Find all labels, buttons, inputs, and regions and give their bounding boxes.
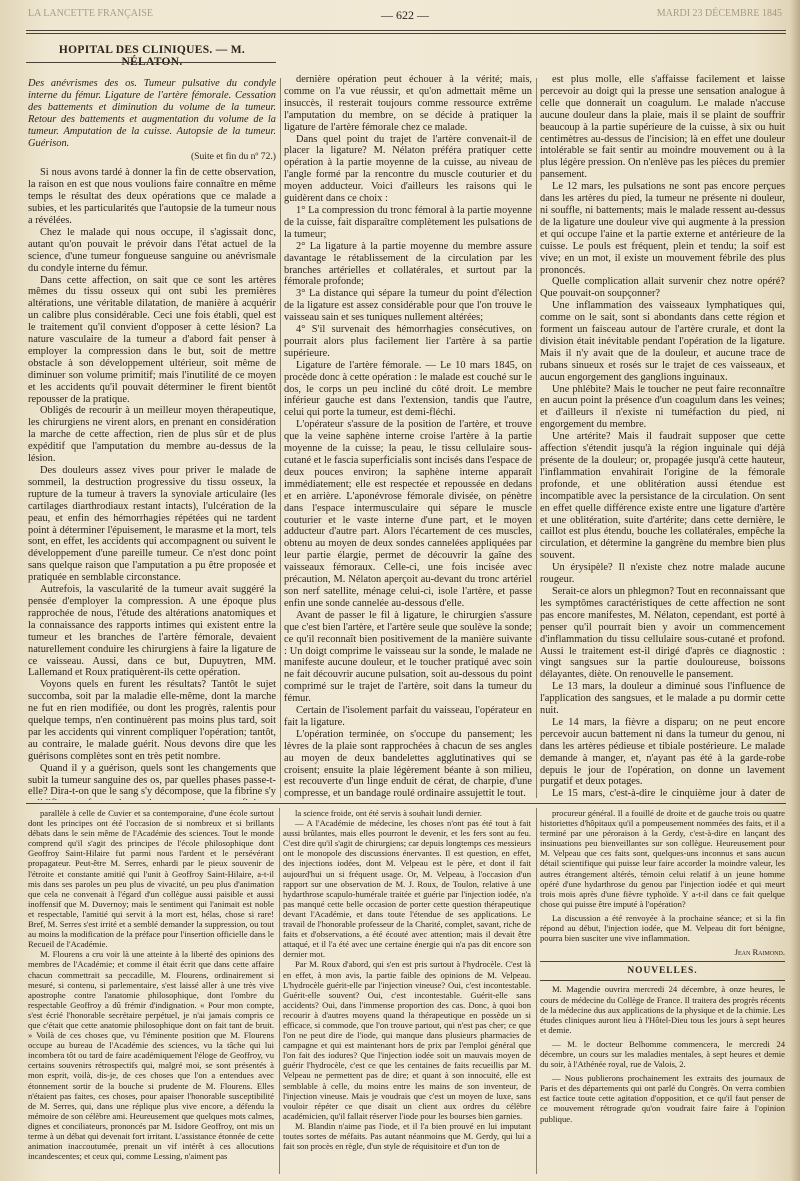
paragraph: Le 15 mars, c'est-à-dire le cinquième jour à dater de [552, 788, 785, 800]
news-item: — Nous publierons prochainement les extraits des journaux de Paris et des départements qui ont parlé du Congrès. On verra combien est factice toute cette agitation d'opposition, et ce qu'il faut penser de ce mouvement rétrograde qu'on voudrait faire faire à l'opinion publique. [540, 1073, 785, 1124]
news-rule [540, 980, 785, 981]
column-separator [280, 78, 281, 798]
column-separator [536, 78, 537, 798]
paragraph: 4° S'il survenait des hémorrhagies consécutives, on pourrait alors plus facilement lier l'artère à sa partie supérieure. [284, 324, 532, 359]
continuation-note: (Suite et fin du nº 72.) [190, 151, 276, 163]
news-item: M. Magendie ouvrira mercredi 24 décembre, à onze heures, le cours de médecine du Collège de France. Il traitera des progrès récents de la médecine dus aux applications de la physique et de la chimie. Les études cliniques auront lieu à l'Hôtel-Dieu tous les jours à sept heures et demie. [540, 984, 785, 1035]
column-separator [279, 808, 280, 1174]
running-head [28, 6, 782, 28]
running-head-right: MARDI 23 DÉCEMBRE 1845 [656, 8, 782, 19]
paragraph: Dans quel point du trajet de l'artère convenait-il de placer la ligature? M. Nélaton préféra pratiquer cette opération à la partie moyenne de la cuisse, au niveau de l'angle formé par la rencontre du muscle couturier et du moyen adducteur. Voici d'ailleurs les raisons qui le guidèrent dans ce choix : [284, 133, 532, 205]
paragraph: parallèle à celle de Cuvier et sa contemporaine, d'une école surtout dont les principes ont été l'occasion de si nombreux et si brillants débats dans le sein même de l'Académie des sciences. Tout le monde comprend qu'il s'agit des principes de l'école philosophique dont Geoffroy Saint-Hilaire fut parmi nous l'ardent et le persévérant propagateur. Peut-être M. Serres, enhardi par le pieux souvenir de l'étroite et constante amitié qui l'unit à Geoffroy Saint-Hilaire, a-t-il mis dans ses paroles un peu plus de vivacité, un peu plus d'animation que cela ne convenait à l'égard d'un collègue aussi paisible et aussi inoffensif que M. Duvernoy; mais le sentiment qui l'animait est noble et respectable, l'amitié qui servit à la mort est, hélas, chose si rare! Bref, M. Serres s'est irrité et a semblé demander la suppression, ou tout au moins la modification de la préface pour l'insertion officielle dans le Recueil de l'Académie. [28, 808, 274, 950]
paragraph: — A l'Académie de médecine, les choses n'ont pas été tout à fait aussi brûlantes, mais elles pourront le devenir, et les fers sont au feu. C'est dire qu'il s'agit de chirurgiens; car depuis longtemps ces messieurs ont le monopole des discussions énervantes. Il est question, en effet, des injections iodées, dont M. Velpeau est le père, et dont il fait aujourd'hui un si fréquent usage. Or, M. Velpeau, à l'occasion d'un rapport sur une observation de M. J. Roux, de Toulon, relative à une hydarthrose scapulo-humérale traitée et guérie par l'injection iodée, n'a pas manqué cette belle occasion de porter cette question thérapeutique devant l'Académie, et dans toute l'étendue de ses applications. Le travail de l'honorable professeur de la Charité, complet, savant, riche de faits et d'observations, a été écouté avec attention; mais il devait être attaqué, et il l'a été avec une certaine énergie qui n'a pas dit encore son dernier mot. [283, 818, 531, 960]
paragraph: Dans cette affection, on sait que ce sont les artères mêmes du tissu osseux qui ont subi les premières altérations, une véritable dilatation, de manière à acquérir un calibre plus considérable. Ceci une fois établi, quel est le traitement qu'il convient d'opposer à cette lésion? La nature vasculaire de la tumeur a d'abord fait penser à employer la compression dans le but, soit de mettre obstacle à son développement ultérieur, soit même de diminuer son volume primitif; mais l'inutilité de ce moyen et les accidents qu'il pouvait déterminer le firent bientôt repousser de la pratique. [28, 274, 276, 405]
paragraph: 1° La compression du tronc fémoral à la partie moyenne de la cuisse, fait disparaître complètement les pulsations de la tumeur; [284, 204, 532, 240]
paragraph: dernière opération peut échouer à la vérité; mais, comme on l'a vue réussir, et qu'on admettait même un insuccès, il resterait toujours comme ressource extrême l'amputation du membre, on se décide à pratiquer la ligature de l'artère fémorale chez ce malade. [284, 74, 532, 133]
feuilleton-column-2 [283, 808, 531, 1178]
paragraph: Certain de l'isolement parfait du vaisseau, l'opérateur en fait la ligature. [284, 705, 532, 728]
paragraph: 2° La ligature à la partie moyenne du membre assure davantage le rétablissement de la circulation par les branches artérielles et collatérales, et surtout par la fémorale profonde; [284, 240, 532, 288]
paragraph: 3° La distance qui sépare la tumeur du point d'élection de la ligature est assez considérable pour que l'on trouve le vaisseau sain et ses tuniques nullement altérées; [284, 288, 532, 324]
paragraph: Obligés de recourir à un meilleur moyen thérapeutique, les chirurgiens ne virent alors, en prenant en considération la marche de cette affection, rien de plus sûr et de plus expéditif que l'amputation du membre au-dessus de la lésion. [28, 405, 276, 465]
paragraph: Voyons quels en furent les résultats? Tantôt le sujet succomba, soit par la maladie elle-même, dont la marche ne fut en rien modifiée, ou dont les progrès, ralentis pour quelque temps, n'en continuèrent pas moins plus tard, soit par les accidents qui vinrent compliquer l'opération; tantôt, au contraire, le malade guérit. Nous devons dire que les guérisons complètes sont en très petit nombre. [28, 679, 276, 762]
paragraph: Si nous avons tardé à donner la fin de cette observation, la raison en est que nous voulions faire connaître en même temps le résultat des deux opérations que ce malade a subies, et les particularités que l'autopsie de la tumeur nous a révélées. [28, 167, 276, 226]
article-summary: Des anévrismes des os. Tumeur pulsative du condyle interne du fémur. Ligature de l'artère fémorale. Cessation des battements et diminution du volume de la tumeur. Retour des battements et augmentation du volume de la tumeur. Amputation de la cuisse. Autopsie de la tumeur. Guérison. [28, 78, 276, 149]
header-rule [26, 30, 786, 31]
paragraph: La discussion a été renvoyée à la prochaine séance; et si la fin répond au début, l'injection iodée, que M. Velpeau dit fort bénigne, pourra bien susciter une vive inflammation. [540, 912, 785, 944]
paragraph: L'opérateur s'assure de la position de l'artère, et trouve que la veine saphène interne croise l'artère à la partie moyenne de la cuisse; la peau, le tissu cellulaire sous-cutané et le fascia superficialis sont incisés dans l'espace de deux pouces environ; la saphène interne apparaît immédiatement; elle est respectée et repoussée en dedans et en arrière. L'aponévrose fémorale divisée, on pénètre dans l'espace intermusculaire qui sépare le muscle couturier et le vaste interne d'une part, et le moyen adducteur d'autre part. Alors l'écartement de ces muscles, obtenu au moyen de deux sondes cannelées appliquées par leur partie élargie, permet de découvrir la gaîne des vaisseaux fémoraux. Celle-ci, une fois incisée avec précaution, M. Nélaton aperçoit au-devant du tronc artériel son nerf satellite, ménage celui-ci, isole l'artère, et passe enfin une sonde cannelée au-dessous d'elle. [284, 419, 532, 609]
paragraph: la science froide, ont été servis à souhait lundi dernier. [295, 808, 482, 818]
paragraph: L'opération terminée, on s'occupe du pansement; les lèvres de la plaie sont rapprochées à chacun de ses angles au moyen de deux bandelettes agglutinatives qui se croisent; ensuite la plaie légèrement béante à son milieu, est recouverte d'un linge enduit de cérat, de charpie, d'une compresse, et un bandage roulé ordinaire assujettit le tout. [284, 728, 532, 800]
title-rule [26, 62, 276, 63]
article-title: HOPITAL DES CLINIQUES. — M. NÉLATON. [58, 44, 246, 68]
article-column-3 [540, 74, 785, 800]
paragraph: Quand il y a guérison, quels sont les changements que subit la tumeur sanguine des os, par quelles phases passe-t-elle? Dira-t-on que le sang s'y décompose, que la fibrine s'y [28, 762, 276, 798]
paragraph: Une phlébite? Mais le toucher ne peut faire reconnaître en aucun point la présence d'un coagulum dans les veines; et d'ailleurs il n'existe ni tuméfaction du pied, ni engorgement du membre. [540, 383, 785, 431]
paragraph: Par M. Roux d'abord, qui s'en est pris surtout à l'hydrocèle. C'est là en effet, à mon avis, la partie faible des opinions de M. Velpeau. L'hydrocèle guérit-elle par l'injection vineuse? Oui, c'est incontestable. Guérit-elle souvent? Oui, c'est incontestable. Guérit-elle sans accidents? Oui, dans l'immense proportion des cas. Donc, à quoi bon recourir à d'autres moyens quand la thérapeutique en possède un si efficace, si commode, que l'on trouve partout, qui n'est pas cher; ce que l'on ne peut dire de l'iode, qui manque dans plusieurs pharmacies de campagne et qui est maintenant hors de prix par l'emploi général que l'on fait des iodures? Que l'injection iodée soit un mauvais moyen de guérir l'hydrocèle, c'est ce que les centaines de faits recueillis par M. Velpeau ne permettent pas de dire; et quant à son innocuité, elle est semblable à celle, du moins entre les mains de son inventeur, de l'injection vineuse. Mais je voudrais que c'est un moyen de luxe, sans vouloir répéter ce que disait un client aux ordres du célèbre académicien, qu'il fallait réserver l'iode pour les bourses bien garnies. [283, 959, 531, 1121]
signature: Jean Raimond. [734, 947, 785, 958]
paragraph: Une inflammation des vaisseaux lymphatiques qui, comme on le sait, sont si abondants dans cette région et forment un faisceau autour de l'artère crurale, et dont la division était inévitable pendant l'opération de la ligature. Mais il n'y avait que de la douleur, et aucune trace de rubans sinueux et rosés sur le trajet de ces vaisseaux, et aucun engorgement des ganglions inguinaux. [540, 300, 785, 383]
running-head-left: LA LANCETTE FRANÇAISE [28, 8, 153, 19]
paragraph: Quelle complication allait survenir chez notre opéré? Que pouvait-on soupçonner? [540, 276, 785, 300]
paragraph: Le 14 mars, la fièvre a disparu; on ne peut encore percevoir aucun battement ni dans la tumeur du genou, ni dans les artères pédieuse et tibiale postérieure. Le malade demande à manger, et, n'ayant pas été à la garde-robe depuis le jour de l'opération, on donne un lavement purgatif et deux potages. [540, 716, 785, 788]
paragraph: Le 12 mars, les pulsations ne sont pas encore perçues dans les artères du pied, la tumeur ne présente ni douleur, ni souffle, ni battements; mais le malade ressent au-dessus de la ligature une douleur vive qui augmente à la pression et qui occupe l'aine et la partie externe et antérieure de la cuisse. Le pouls est fréquent, plein et tendu; la soif est vive; en un mot, il existe un mouvement fébrile des plus prononcés. [540, 181, 785, 276]
paragraph: Ligature de l'artère fémorale. — Le 10 mars 1845, on procède donc à cette opération : le malade est couché sur le dos, le corps un peu incliné du côté droit. Le membre inférieur gauche est dans l'extension, tandis que l'autre, celui qui porte la tumeur, est demi-fléchi. [284, 359, 532, 419]
column-separator [536, 808, 537, 1174]
paragraph: Autrefois, la vascularité de la tumeur avait suggéré la pensée d'employer la compression. A une époque plus rapprochée de nous, l'étude des altérations anatomiques et la connaissance des rapports intimes qui existent entre la tumeur et les branches de l'artère fémorale, devaient naturellement conduire les chirurgiens à faire la ligature de ce vaisseau. Aussi, dans ce but, Dupuytren, MM. Lallemand et Roux pratiquèrent-ils cette opération. [28, 584, 276, 679]
feuilleton-column-3 [540, 808, 785, 1178]
article-column-2 [284, 74, 532, 800]
binding-shadow [790, 0, 800, 1181]
article-column-1 [28, 78, 276, 800]
news-item: — M. le docteur Belhomme commencera, le mercredi 24 décembre, un cours sur les maladies mentales, à sept heures et demie du soir, à l'Athénée royal, rue de Valois, 2. [540, 1038, 785, 1070]
paragraph: Une artérite? Mais il faudrait supposer que cette affection s'étendit jusqu'à la région inguinale qui déjà présente de la douleur; or, propagée jusqu'à cette hauteur, l'inflammation envahirait l'origine de la fémorale profonde, et une oblitération aussi étendue est incompatible avec la persistance de la circulation. On sent en effet quelle différence existe entre une ligature d'artère et une oblitération, suite d'artérite; dans cette dernière, le caillot est plus étendu, bouche les collatérales, empêche la circulation, et détermine la gangrène du membre bien plus souvent. [540, 431, 785, 562]
header-rule-2 [26, 33, 786, 34]
paragraph: M. Blandin n'aime pas l'iode, et il l'a bien prouvé en lui imputant toutes sortes de méfaits. Pas autant néanmoins que M. Gerdy, qui lui a fait son procès en règle, d'un style de réquisitoire et d'un ton de [283, 1120, 531, 1152]
paragraph: Un érysipèle? Il n'existe chez notre malade aucune rougeur. [540, 562, 785, 586]
paragraph: Avant de passer le fil à ligature, le chirurgien s'assure que c'est bien l'artère, et l'artère seule que soulève la sonde; ce qu'il reconnaît bien positivement de la manière suivante : Un doigt comprime le vaisseau sur la sonde, le malade ne manifeste aucune douleur, et le toucher pratiqué avec soin ne fait découvrir aucune pulsation, soit au-dessous du point comprimé sur le trajet de l'artère, soit dans la tumeur du fémur. [284, 609, 532, 705]
paragraph: est plus molle, elle s'affaisse facilement et laisse percevoir au doigt qui la presse une sensation analogue à celle que donnerait un coagulum. Le malade n'accuse aucune douleur dans la plaie, mais il se plaint de souffrir beaucoup à la partie supérieure de la cuisse, à six ou huit centimètres au-dessus de l'incision; là en effet une douleur intolérable se fait sentir au moindre mouvement ou à la plus légère pression. On n'enlève pas les pièces du premier pansement. [540, 74, 785, 181]
feuilleton-rule [26, 803, 786, 804]
feuilleton-column-1 [28, 808, 274, 1178]
paragraph: Serait-ce alors un phlegmon? Tout en reconnaissant que les symptômes caractéristiques de cette affection ne sont pas encore manifestes, M. Nélaton, cependant, est porté à penser qu'il pourrait bien y avoir un commencement d'inflammation du tissu cellulaire sous-cutané et profond. Aussi le traitement est-il dirigé d'après ce diagnostic : vingt sangsues sur la partie douloureuse, boissons délayantes, diète. On renouvelle le pansement. [540, 585, 785, 681]
paragraph: procureur général. Il a fouillé de droite et de gauche trois ou quatre historiettes d'hôpitaux qu'il a pompeusement nommées des faits, et il a terminé par une péroraison à la Gerdy, c'est-à-dire en lançant des insinuations peu bienveillantes sur son collègue. Heureusement pour M. Velpeau que ces faits sont, quelques-uns inconnus et sans aucun détail scientifique qui puisse leur faire accorder la moindre valeur, les autres étrangement altérés, témoin celui relatif à un jeune homme opéré d'une hydarthrose du genou par l'injection iodée et qui meurt trois mois après d'une fièvre typhoïde. Y a-t-il dans ce fait quelque chose qui puisse être imputé à l'opération? [540, 808, 785, 909]
news-rule [540, 961, 785, 962]
page-number: — 622 — [381, 8, 429, 22]
paragraph: M. Flourens a cru voir là une atteinte à la liberté des opinions des membres de l'Académie; et comme il était écrit que dans cette affaire chacun commettrait sa peccadille, M. Flourens, ordinairement si mesuré, si contenu, si parlementaire, s'est laissé aller à une très vive apostrophe contre l'anatomie philosophique, dont l'ombre du respectable Geoffroy a dû frémir d'indignation. « Pour mon compte, s'est écrié l'honorable secrétaire perpétuel, je n'ai jamais compris ce que c'était que cette anatomie philosophique dont on fait tant de bruit. » Voilà de ces choses que, vu l'éminente position que M. Flourens occupe au bureau de l'Académie des sciences, vu la tâche qui lui incombera tôt ou tard de faire académiquement l'éloge de Geoffroy, vu certains souvenirs rétrospectifs qui, malgré moi, se sont présentés à mon esprit, voilà, dis-je, de ces choses que l'on a entendues avec étonnement sortir de la bouche si prudente de M. Flourens. Elles n'étaient pas faites, ces choses, pour apaiser l'honorable susceptibilité de M. Serres, qui, dans une réplique plus vive encore, a défendu la mémoire de son célèbre ami. Heureusement que quelques mots calmes, dignes et conciliateurs, prononcés par M. Isidore Geoffroy, ont mis un terme à un débat qui devenait fort irritant. L'assistance étonnée de cette animation inaccoutumée, prenait un vif intérêt à ces allocutions incandescentes; et ceux qui, comme Lessing, n'aiment pas [28, 949, 274, 1162]
paragraph: Chez le malade qui nous occupe, il s'agissait donc, autant qu'on pouvait le prévoir dans l'état actuel de la science, d'une tumeur fongueuse sanguine ou anévrismale du condyle interne du fémur. [28, 226, 276, 274]
paragraph: Des douleurs assez vives pour priver le malade de sommeil, la destruction progressive du tissu osseux, la rupture de la tumeur à travers la synoviale articulaire (les cartilages diarthrodiaux restant intacts), l'ulcération de la peau, et enfin des hémorrhagies répétées qui ne tardent point à déterminer l'épuisement, le marasme et la mort, tels sont, en effet, les accidents qui accompagnent ou suivent le développement d'une pareille tumeur. Ce n'est donc point sans quelque raison que l'amputation a pu être proposée et pratiquée en semblable circonstance. [28, 465, 276, 584]
paragraph: Le 13 mars, la douleur a diminué sous l'influence de l'application des sangsues, et le malade a pu dormir cette nuit. [540, 681, 785, 717]
news-heading: NOUVELLES. [627, 966, 698, 977]
